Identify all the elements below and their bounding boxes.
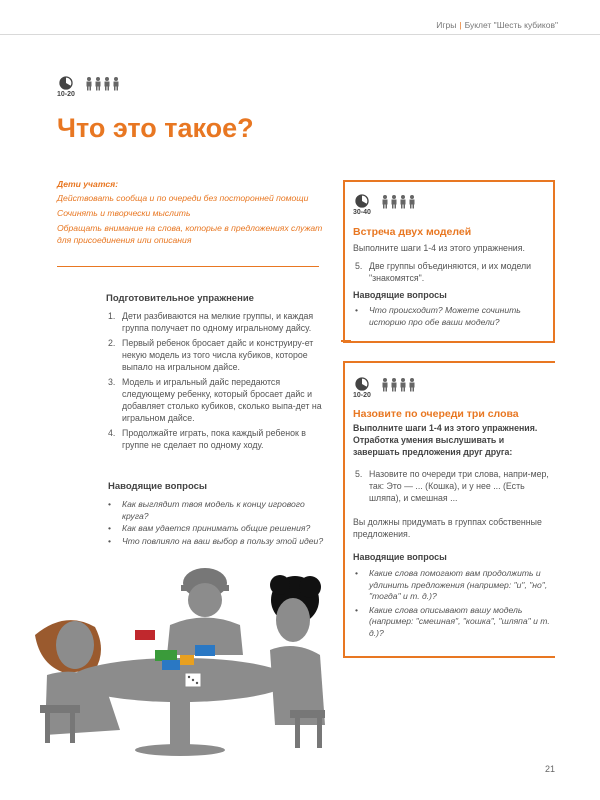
- learning-heading: Дети учатся:: [57, 179, 119, 189]
- question-item: • Как вам удается принимать общие решения?: [108, 523, 311, 533]
- learning-item: Обращать внимание на слова, которые в предложениях служат для присоединения или описания: [57, 223, 323, 245]
- guide-questions-heading: Наводящие вопросы: [108, 481, 208, 492]
- box2-icons: [353, 377, 419, 399]
- activity-icons: [57, 76, 123, 98]
- header-separator: |: [459, 20, 462, 30]
- warmup-heading: Подготовительное упражнение: [106, 293, 254, 304]
- question-item: • Какие слова помогают вам продолжить и удлинить предложения (например: "и", "но", "тогда" и т. д.)?: [355, 568, 548, 601]
- question-item: • Что происходит? Можете сочинить историю про обе ваши модели?: [355, 305, 521, 327]
- running-header: [436, 20, 558, 30]
- group-of-four-icon: [381, 378, 419, 392]
- step-item: 1. Дети разбиваются на мелкие группы, и каждая группа получает по одному игральному дайсу.: [108, 311, 314, 333]
- child-right: [270, 575, 325, 748]
- child-middle: [167, 568, 243, 655]
- box2-steps: [355, 468, 551, 504]
- header-rule: [0, 34, 600, 35]
- step-item: 3. Модель и игральный дайс передаются следующему ребенку, который бросает дайс и добавляет столько кубиков, сколько выпа-дет на игральном дайсе.: [108, 377, 322, 423]
- clock-icon: [59, 76, 73, 90]
- header-section: Игры: [436, 20, 457, 30]
- box1-content: [353, 226, 548, 330]
- question-item: • Что повлияло на ваш выбор в пользу этой идеи?: [108, 535, 324, 546]
- guide-questions-list: [108, 499, 333, 548]
- box2-questions-heading: Наводящие вопросы: [353, 552, 447, 562]
- learning-item: Действовать сообща и по очереди без посторонней помощи: [57, 193, 309, 203]
- box1-intro: Выполните шаги 1-4 из этого упражнения.: [353, 243, 525, 253]
- page-title: Что это такое?: [57, 113, 254, 143]
- step-item: 4. Продолжайте играть, пока каждый ребенок в группе не сделает по одному ходу.: [108, 428, 306, 450]
- box1-bottom-border: [343, 341, 555, 343]
- clock-icon: [355, 194, 369, 208]
- box2-note: Вы должны придумать в группах собственные предложения.: [353, 517, 542, 539]
- box1-steps: [355, 260, 548, 284]
- time-range: 10-20: [353, 392, 371, 399]
- time-block: [57, 76, 75, 98]
- clock-icon: [355, 377, 369, 391]
- question-item: • Как выглядит твоя модель к концу игрового круга?: [108, 499, 305, 521]
- question-item: • Какие слова описывают вашу модель (например: "смешная", "кошка", "шляпа" и т. д.)?: [355, 604, 550, 638]
- warmup-steps: [108, 310, 328, 454]
- step-item: 5. Две группы объединяются, и их модели "знакомятся".: [355, 261, 532, 283]
- step-item: 2. Первый ребенок бросает дайс и конструиру-ет некую модель из того числа кубиков, которое выпало на игральном дайсе.: [108, 338, 314, 372]
- group-of-four-icon: [85, 77, 123, 91]
- box1-icons: [353, 194, 419, 216]
- header-booklet: Буклет "Шесть кубиков": [464, 20, 558, 30]
- learning-divider: [57, 266, 319, 267]
- step-item: 5. Назовите по очереди три слова, напри-мер, так: Это — ... (Кошка), и у нее ... (Есть шляпа), и смешная ...: [355, 469, 549, 503]
- box2-bottom-border: [343, 656, 555, 658]
- box1-left-border: [343, 180, 345, 342]
- learning-item: Сочинять и творчески мыслить: [57, 208, 191, 218]
- learning-objectives: [57, 178, 327, 249]
- box2-left-border: [343, 361, 345, 658]
- time-range: 10-20: [57, 91, 75, 98]
- box2-title: Назовите по очереди три слова: [353, 408, 519, 420]
- group-of-four-icon: [381, 195, 419, 209]
- box1-title: Встреча двух моделей: [353, 226, 472, 238]
- box2-questions: [355, 568, 551, 639]
- box1-questions-heading: Наводящие вопросы: [353, 290, 447, 300]
- children-playing-illustration: [25, 555, 335, 760]
- box1-top-border: [343, 180, 555, 182]
- box2-top-border: [343, 361, 555, 363]
- box2-content: [353, 408, 551, 641]
- box2-intro: Выполните шаги 1-4 из этого упражнения. Отработка умения выслушивать и завершать предложения друг друга:: [353, 423, 538, 457]
- box1-questions: [355, 305, 548, 328]
- page-number: 21: [544, 764, 555, 774]
- time-range: 30-40: [353, 209, 371, 216]
